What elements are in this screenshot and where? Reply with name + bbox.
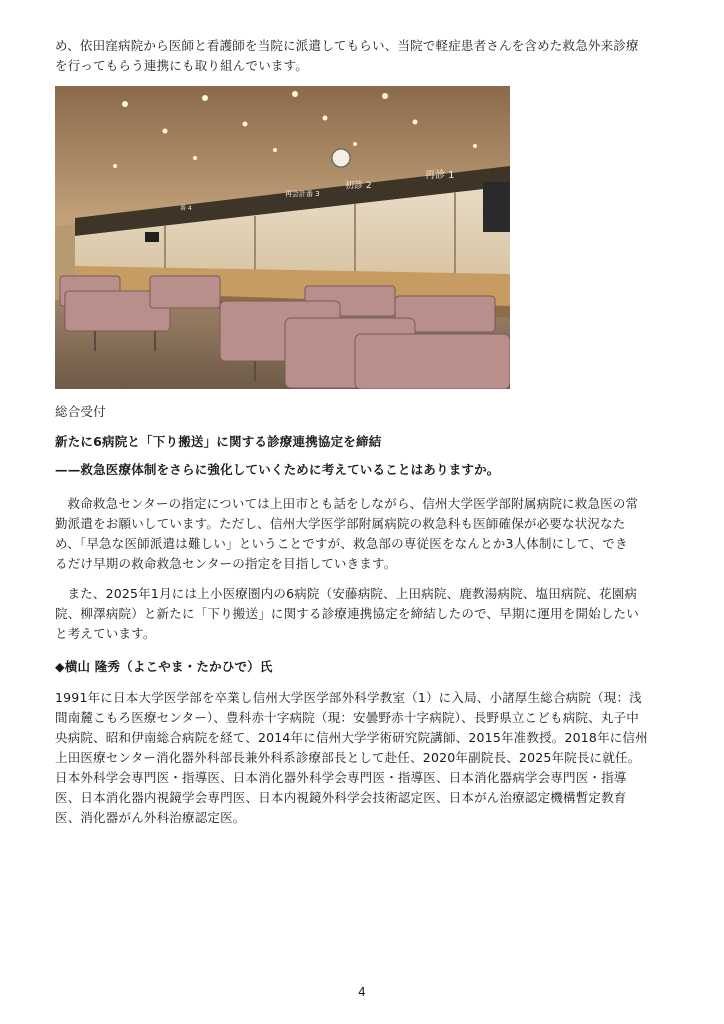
para2-line-2: 院、柳澤病院）と新たに「下り搬送」に関する診療連携協定を締結したので、早期に運用を開始したい — [55, 606, 639, 621]
profile-name: ◆横山 隆秀（よこやま・たかひで）氏 — [55, 659, 273, 674]
bio-line-6: 医、日本消化器内視鏡学会専門医、日本内視鏡外科学会技術認定医、日本がん治療認定機構暫定教育 — [55, 790, 627, 805]
para2-line-1: また、2025年1月には上小医療圏内の6病院（安藤病院、上田病院、鹿教湯病院、塩田病院、花園病 — [67, 586, 638, 601]
intro-line-2: を行ってもらう連携にも取り組んでいます。 — [55, 58, 309, 73]
answer-paragraph-2 — [55, 584, 673, 644]
profile-biography — [55, 688, 673, 828]
reception-photo — [55, 86, 510, 389]
bio-line-2: 間南麓こもろ医療センター）、豊科赤十字病院（現：安曇野赤十字病院）、長野県立こども病院、丸子中 — [55, 710, 639, 725]
bio-line-1: 1991年に日本大学医学部を卒業し信州大学医学部外科学教室（1）に入局、小諸厚生総合病院（現：浅 — [55, 690, 642, 705]
sign-revisit-1: 再診 1 — [425, 170, 455, 181]
para2-line-3: と考えています。 — [55, 626, 156, 641]
bio-line-3: 央病院、昭和伊南総合病院を経て、2014年に信州大学学術研究院講師、2015年准教授。2018年に信州 — [55, 730, 648, 745]
para1-line-1: 救命救急センターの指定については上田市とも話をしながら、信州大学医学部附属病院に救急医の常 — [67, 496, 639, 511]
sign-payment-3: 再会計番 3 — [285, 190, 320, 198]
sign-counter-4: 番 4 — [180, 205, 192, 212]
para1-line-4: るだけ早期の救命救急センターの指定を目指していきます。 — [55, 556, 397, 571]
sign-first-visit-2: 初診 2 — [345, 181, 372, 191]
para1-line-2: 勤派遣をお願いしています。ただし、信州大学医学部附属病院の救急科も医師確保が必要な状況なた — [55, 516, 626, 531]
answer-paragraph-1 — [55, 494, 673, 574]
bio-line-7: 医、消化器がん外科治療認定医。 — [55, 810, 246, 825]
photo-caption: 総合受付 — [55, 404, 106, 419]
interview-question: ——救急医療体制をさらに強化していくために考えていることはありますか。 — [55, 462, 500, 477]
intro-paragraph — [55, 36, 673, 76]
intro-line-1: め、依田窪病院から医師と看護師を当院に派遣してもらい、当院で軽症患者さんを含めた救急外来診療 — [55, 38, 639, 53]
page-number: 4 — [358, 985, 366, 999]
bio-line-5: 日本外科学会専門医・指導医、日本消化器外科学会専門医・指導医、日本消化器病学会専門医・指導 — [55, 770, 627, 785]
para1-line-3: め、「早急な医師派遣は難しい」ということですが、救急部の専従医をなんとか3人体制にして、でき — [55, 536, 628, 551]
section-heading: 新たに6病院と「下り搬送」に関する診療連携協定を締結 — [55, 434, 382, 449]
bio-line-4: 上田医療センター消化器外科部長兼外科系診療部長として赴任、2020年副院長、2025年院長に就任。 — [55, 750, 641, 765]
